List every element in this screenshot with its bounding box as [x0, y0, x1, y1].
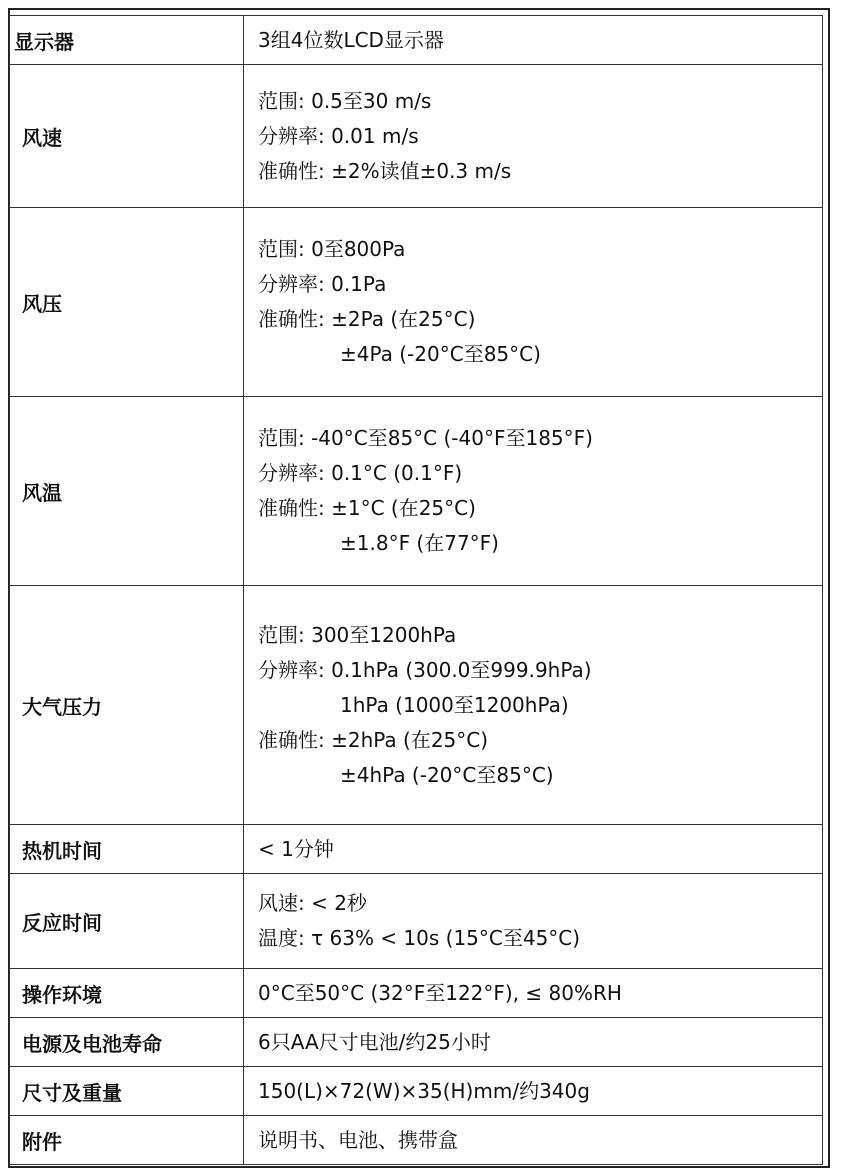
table-row [10, 586, 823, 825]
row-value [244, 1067, 823, 1116]
table-row [10, 208, 823, 397]
value-line: 范围: 300至1200hPa [258, 622, 457, 647]
row-label: 风压 [10, 208, 244, 397]
value-line: 说明书、电池、携带盒 [258, 1127, 458, 1152]
value-line: 分辨率: 0.1°C (0.1°F) [258, 461, 463, 485]
table-row [10, 397, 823, 586]
value-line: 范围: 0至800Pa [258, 237, 406, 261]
table-row [10, 1067, 823, 1116]
row-label: 大气压力 [10, 586, 244, 825]
table-row [10, 874, 823, 969]
value-line: 准确性: ±2%读值±0.3 m/s [258, 158, 512, 183]
row-label: 附件 [10, 1116, 244, 1165]
value-line: 0°C至50°C (32°F至122°F), ≤ 80%RH [258, 980, 622, 1005]
value-line: 准确性: ±2hPa (在25°C) [258, 727, 489, 752]
value-line: ±4Pa (-20°C至85°C) [340, 342, 541, 366]
spec-table [9, 15, 823, 1165]
value-line: 150(L)×72(W)×35(H)mm/约340g [258, 1078, 590, 1103]
row-value [244, 969, 823, 1018]
row-value [244, 1116, 823, 1165]
value-line: 6只AA尺寸电池/约25小时 [258, 1029, 491, 1054]
row-value [244, 16, 823, 65]
value-line: 准确性: ±1°C (在25°C) [258, 496, 476, 520]
row-value [244, 397, 823, 586]
value-line: 分辨率: 0.01 m/s [258, 123, 419, 148]
row-value [244, 208, 823, 397]
row-label: 风温 [10, 397, 244, 586]
row-label: 反应时间 [10, 874, 244, 969]
value-line: 范围: -40°C至85°C (-40°F至185°F) [258, 426, 593, 450]
table-row [10, 825, 823, 874]
value-line: 3组4位数LCD显示器 [258, 27, 444, 52]
table-row [10, 16, 823, 65]
value-line: 分辨率: 0.1hPa (300.0至999.9hPa) [258, 657, 592, 682]
value-line: 风速: < 2秒 [258, 891, 367, 915]
row-value [244, 586, 823, 825]
row-label: 风速 [10, 65, 244, 208]
value-line: ±1.8°F (在77°F) [340, 531, 499, 555]
table-row [10, 1116, 823, 1165]
row-label: 电源及电池寿命 [10, 1018, 244, 1067]
value-line: 范围: 0.5至30 m/s [258, 88, 432, 113]
table-row [10, 1018, 823, 1067]
value-line: 温度: τ 63% < 10s (15°C至45°C) [258, 926, 581, 950]
row-label: 热机时间 [10, 825, 244, 874]
value-line: < 1分钟 [258, 836, 334, 861]
row-label: 尺寸及重量 [10, 1067, 244, 1116]
value-line: ±4hPa (-20°C至85°C) [340, 762, 554, 787]
value-line: 1hPa (1000至1200hPa) [340, 692, 569, 717]
row-value [244, 1018, 823, 1067]
value-line: 准确性: ±2Pa (在25°C) [258, 307, 476, 331]
row-value [244, 65, 823, 208]
value-line: 分辨率: 0.1Pa [258, 272, 387, 296]
row-label: 操作环境 [10, 969, 244, 1018]
row-label: 显示器 [10, 16, 244, 65]
table-row [10, 969, 823, 1018]
row-value [244, 825, 823, 874]
row-value [244, 874, 823, 969]
table-row [10, 65, 823, 208]
